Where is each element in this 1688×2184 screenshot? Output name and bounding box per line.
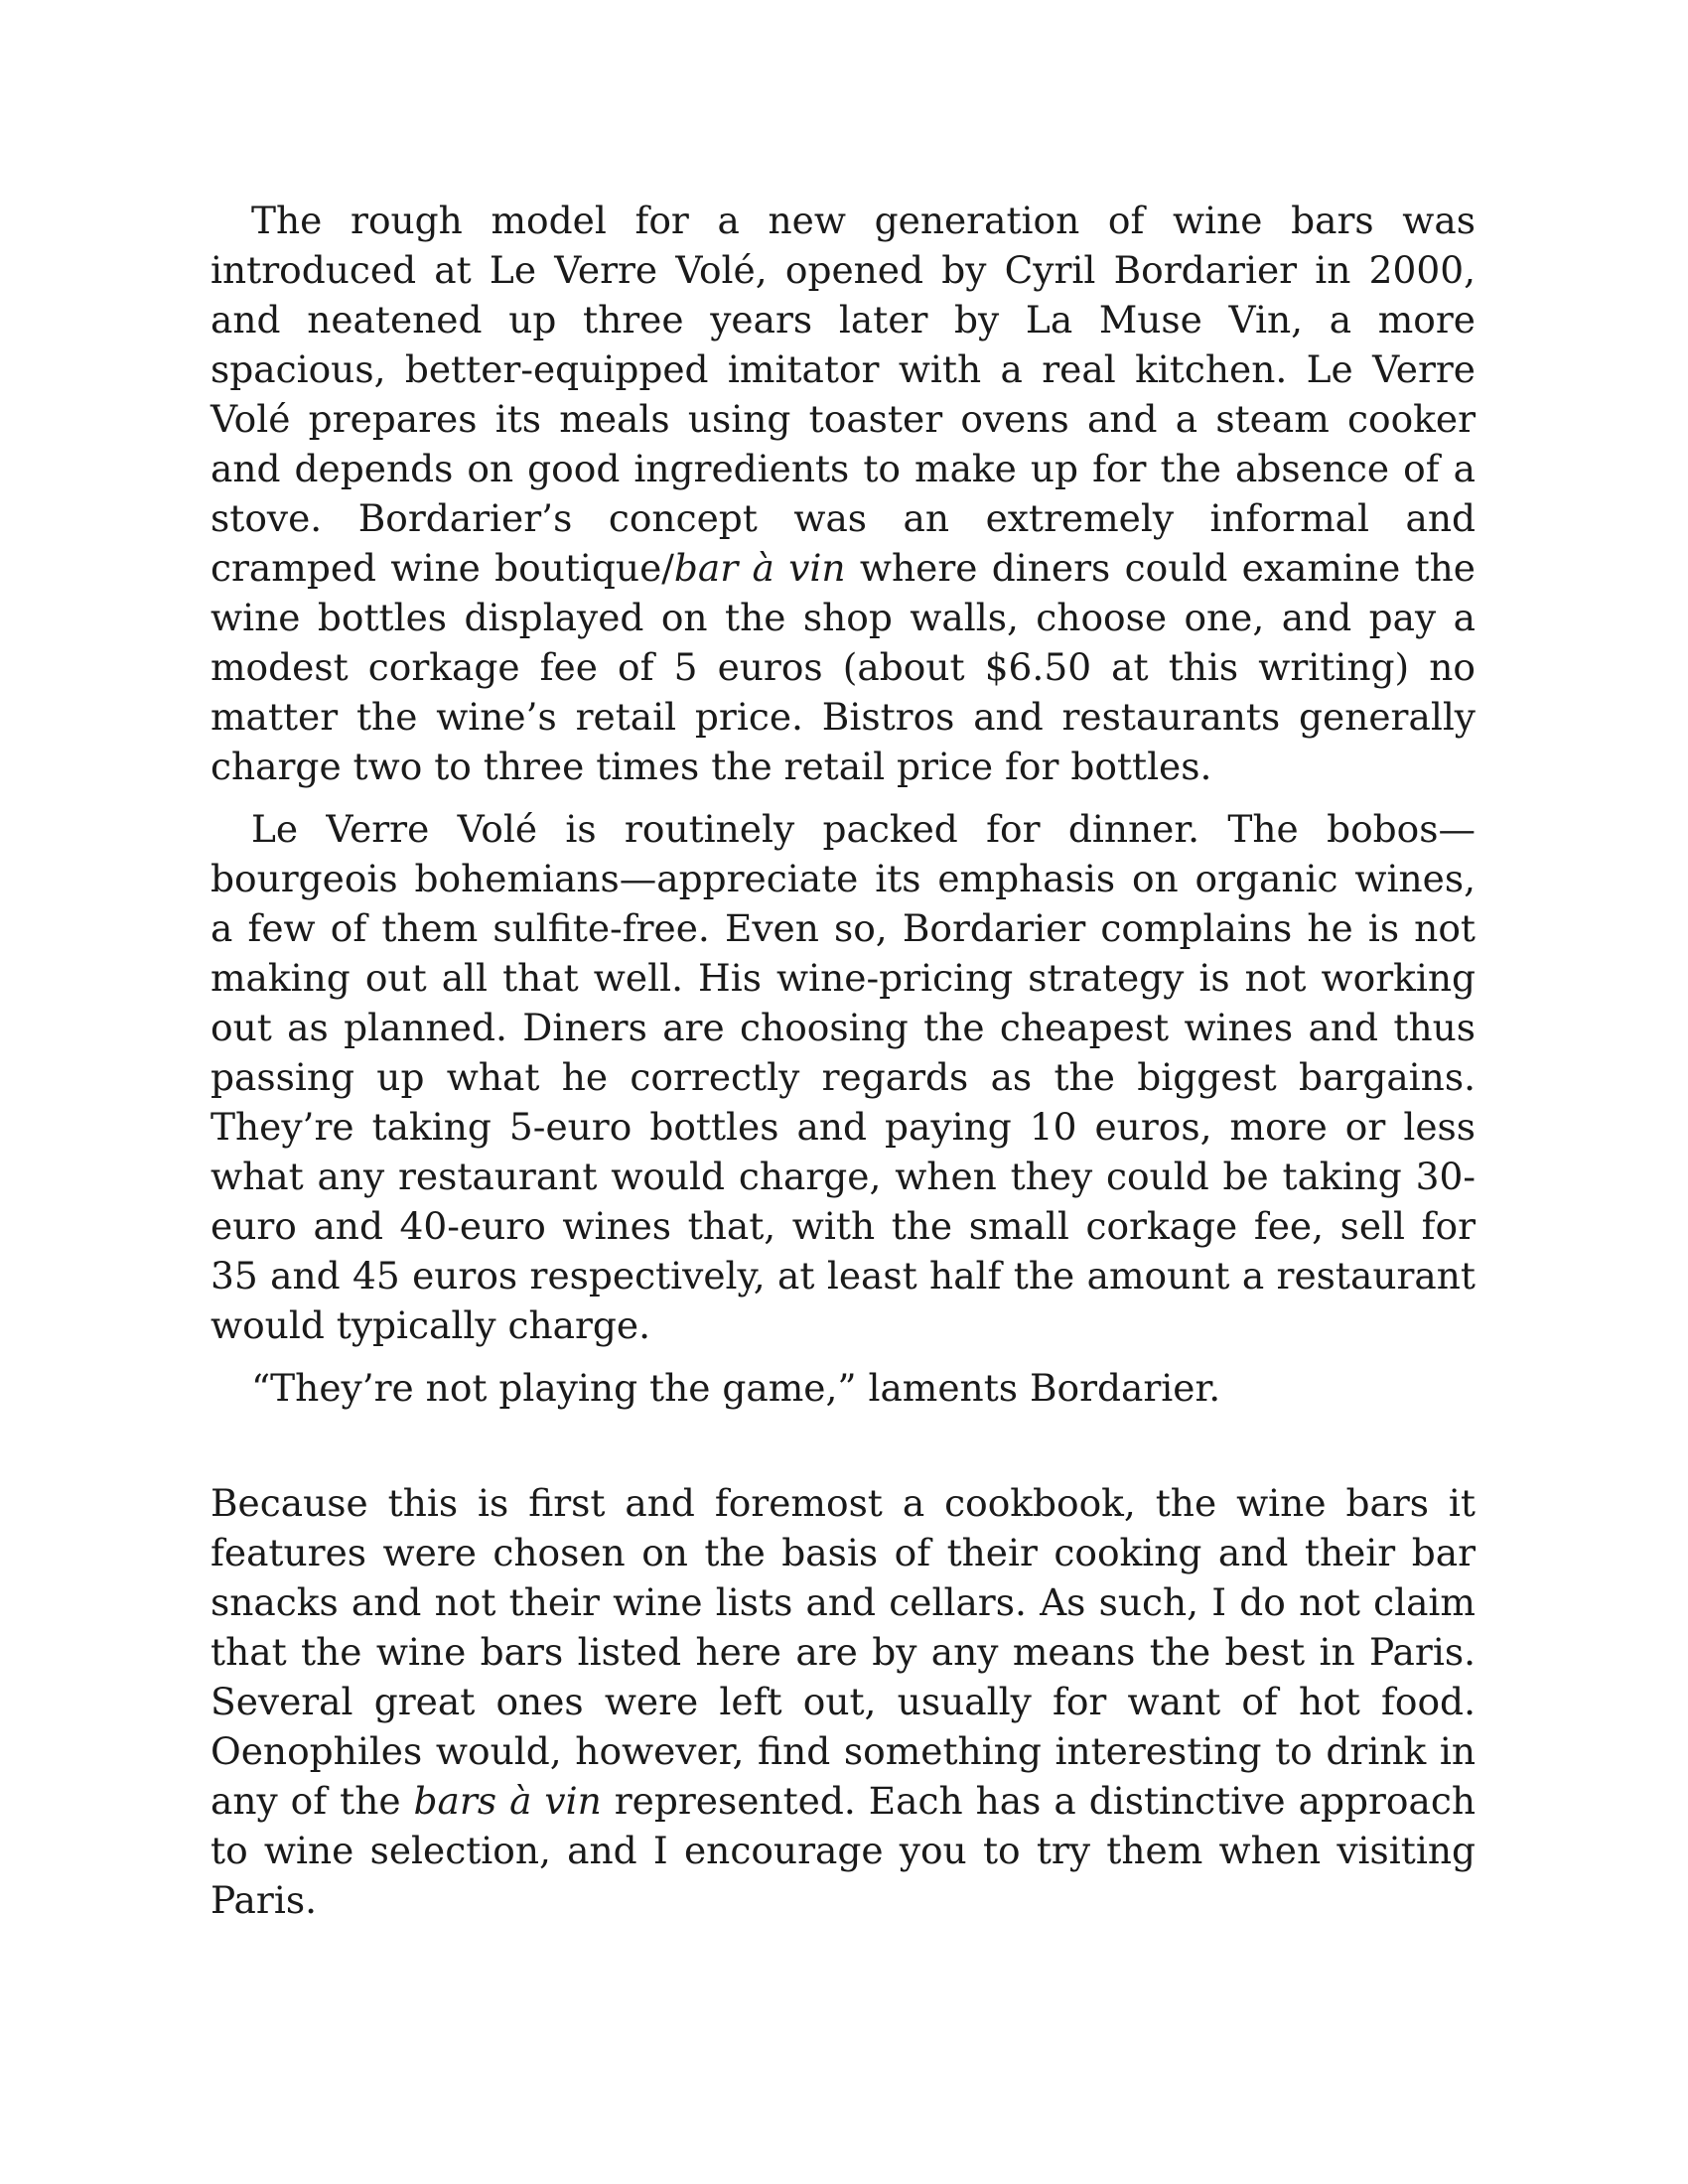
paragraph-cookbook-note bbox=[211, 1478, 1476, 1925]
page-body bbox=[211, 196, 1476, 1925]
paragraph-quote bbox=[211, 1363, 1476, 1413]
paragraph-text: The rough model for a new generation of wine bars was introduced at Le Verre Volé, opened by Cyril Bordarier in 2000, and neatened up three years later by La Muse Vin, a more spacious, better-equipped imitator with a real kitchen. Le Verre Volé prepares its meals using toaster ovens and a steam cooker and depends on good ingredients to make up for the absence of a stove. Bordarier’s concept was an extremely informal and cramped wine boutique/ bbox=[211, 199, 1476, 590]
paragraph-text: represented. Each has a distinctive approach to wine selection, and I encourage you to try them when visiting Paris. bbox=[211, 1779, 1476, 1922]
italic-term: bar à vin bbox=[673, 546, 846, 590]
paragraph-le-verre-vole-model bbox=[211, 196, 1476, 791]
italic-term: bars à vin bbox=[413, 1779, 602, 1823]
paragraph-text: Because this is first and foremost a cookbook, the wine bars it features were chosen on the basis of their cooking and their bar snacks and not their wine lists and cellars. As such, I do not claim that the wine bars listed here are by any means the best in Paris. Several great ones were left out, usually for want of hot food. Oenophiles would, however, find something interesting to drink in any of the bbox=[211, 1481, 1476, 1823]
quote-text: “They’re not playing the game,” laments Bordarier. bbox=[251, 1366, 1221, 1410]
paragraph-routinely-packed bbox=[211, 804, 1476, 1350]
paragraph-text: where diners could examine the wine bottles displayed on the shop walls, choose one, and pay a modest corkage fee of 5 euros (about $6.50 at this writing) no matter the wine’s retail price. Bistros and restaurants generally charge two to three times the retail price for bottles. bbox=[211, 546, 1476, 788]
paragraph-text: Le Verre Volé is routinely packed for dinner. The bobos—bourgeois bohemians—appreciate its emphasis on organic wines, a few of them sulfite-free. Even so, Bordarier complains he is not making out all that well. His wine-pricing strategy is not working out as planned. Diners are choosing the cheapest wines and thus passing up what he correctly regards as the biggest bargains. They’re taking 5-euro bottles and paying 10 euros, more or less what any restaurant would charge, when they could be taking 30-euro and 40-euro wines that, with the small corkage fee, sell for 35 and 45 euros respectively, at least half the amount a restaurant would typically charge. bbox=[211, 807, 1476, 1347]
